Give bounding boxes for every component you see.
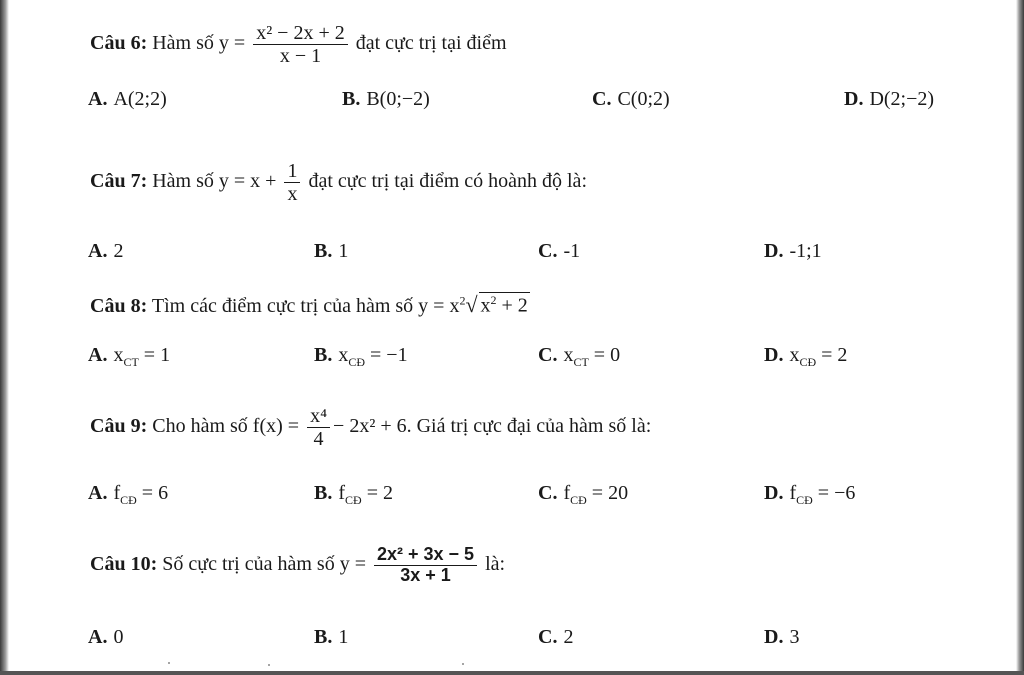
option-a[interactable] [88, 88, 167, 111]
question-7 [90, 160, 1024, 205]
option-d[interactable] [764, 240, 822, 263]
sqrt-exponent: 2 [490, 293, 497, 308]
question-text-after: là: [485, 552, 506, 575]
option-value: 1 [338, 240, 349, 262]
photo-frame-left [0, 0, 9, 675]
question-10 [90, 545, 1024, 586]
option-b[interactable] [314, 344, 408, 370]
sqrt-icon: √ [465, 292, 478, 317]
fraction-numerator: x² − 2x + 2 [253, 22, 348, 45]
option-label: A. [88, 626, 108, 648]
option-b[interactable] [314, 482, 393, 508]
question-label: Câu 9: [90, 415, 148, 438]
formula-lhs: f(x) = [252, 415, 300, 438]
option-value: 1 [338, 626, 349, 648]
option-label: A. [88, 88, 108, 110]
question-9 [90, 405, 1024, 450]
option-label: B. [314, 482, 333, 504]
sqrt-body [479, 292, 530, 318]
formula-tail: − 2x² + 6. [333, 415, 412, 438]
question-text: Tìm các điểm cực trị của hàm số [151, 295, 414, 317]
fraction [284, 160, 300, 205]
question-label: Câu 8: [90, 295, 148, 317]
option-rhs: = 1 [143, 344, 171, 366]
option-a[interactable] [88, 482, 168, 508]
option-var: f [789, 482, 797, 504]
fraction-numerator: 1 [284, 160, 300, 183]
option-sub: CĐ [796, 493, 813, 507]
option-label: B. [314, 344, 333, 366]
option-a[interactable] [88, 626, 123, 649]
option-rhs: = −6 [817, 482, 856, 504]
formula-lhs: y = [339, 552, 366, 575]
option-value: 2 [113, 240, 124, 262]
option-b[interactable] [342, 88, 430, 111]
option-label: D. [764, 482, 784, 504]
option-label: C. [592, 88, 612, 110]
question-text-after: đạt cực trị tại điểm [355, 32, 507, 55]
option-label: D. [764, 240, 784, 262]
photo-frame-bottom [0, 671, 1024, 675]
option-var: f [338, 482, 346, 504]
option-a[interactable] [88, 240, 123, 263]
question-text: Cho hàm số [152, 415, 248, 438]
option-rhs: = 6 [141, 482, 169, 504]
option-value: A(2;2) [113, 88, 167, 110]
option-c[interactable] [538, 240, 580, 263]
option-a[interactable] [88, 344, 170, 370]
option-c[interactable] [538, 482, 628, 508]
option-label: D. [764, 344, 784, 366]
formula-lhs: y = x + [218, 170, 277, 193]
formula-lhs: y = x [418, 295, 460, 317]
formula-lhs: y = [218, 32, 246, 55]
option-label: A. [88, 482, 108, 504]
option-label: C. [538, 240, 558, 262]
question-text: Hàm số [152, 32, 214, 55]
option-sub: CT [123, 355, 139, 369]
option-d[interactable] [764, 482, 855, 508]
option-rhs: = 0 [593, 344, 621, 366]
option-label: C. [538, 344, 558, 366]
question-text-after: Giá trị cực đại của hàm số là: [416, 415, 652, 438]
question-label: Câu 6: [90, 32, 148, 55]
option-d[interactable] [764, 344, 847, 370]
option-value: D(2;−2) [869, 88, 935, 110]
option-label: B. [314, 626, 333, 648]
option-var: x [563, 344, 574, 366]
option-rhs: = 2 [821, 344, 848, 366]
option-label: B. [314, 240, 333, 262]
option-d[interactable] [844, 88, 934, 111]
question-8 [90, 292, 1024, 318]
exponent: 2 [459, 293, 466, 308]
speck [268, 664, 270, 666]
formula [418, 292, 530, 317]
question-text: Hàm số [152, 170, 214, 193]
option-rhs: = −1 [370, 344, 408, 366]
option-label: B. [342, 88, 361, 110]
question-label: Câu 10: [90, 552, 158, 575]
option-b[interactable] [314, 626, 348, 649]
fraction [253, 22, 348, 67]
option-var: x [789, 344, 800, 366]
option-var: f [563, 482, 571, 504]
option-label: A. [88, 344, 108, 366]
option-var: f [113, 482, 121, 504]
fraction-denominator: 4 [313, 428, 324, 450]
option-value: 3 [789, 626, 800, 648]
option-value: 0 [113, 626, 124, 648]
option-var: x [113, 344, 124, 366]
option-rhs: = 20 [591, 482, 629, 504]
fraction-denominator: 3x + 1 [400, 564, 451, 585]
option-sub: CĐ [120, 493, 137, 507]
option-sub: CĐ [570, 493, 587, 507]
option-label: C. [538, 482, 558, 504]
option-c[interactable] [538, 626, 573, 649]
fraction-numerator: x⁴ [307, 405, 330, 428]
fraction-numerator: 2x² + 3x − 5 [374, 545, 477, 566]
option-label: D. [764, 626, 784, 648]
option-sub: CĐ [348, 355, 366, 369]
option-value: -1 [563, 240, 581, 262]
fraction [307, 405, 330, 450]
speck [462, 663, 464, 665]
fraction [374, 545, 477, 586]
question-text-after: đạt cực trị tại điểm có hoành độ là: [308, 170, 587, 193]
option-sub: CĐ [799, 355, 817, 369]
question-6 [90, 22, 1024, 67]
option-sub: CT [573, 355, 589, 369]
option-value: 2 [563, 626, 574, 648]
option-value: C(0;2) [617, 88, 670, 110]
option-rhs: = 2 [366, 482, 393, 504]
question-label: Câu 7: [90, 170, 148, 193]
option-c[interactable] [592, 88, 670, 111]
option-sub: CĐ [345, 493, 362, 507]
fraction-denominator: x [287, 183, 298, 205]
sqrt-tail: + 2 [496, 295, 528, 317]
option-b[interactable] [314, 240, 348, 263]
fraction-denominator: x − 1 [279, 45, 322, 67]
option-value: B(0;−2) [366, 88, 430, 110]
option-var: x [338, 344, 349, 366]
option-d[interactable] [764, 626, 799, 649]
sqrt-var: x [480, 295, 491, 317]
question-text: Số cực trị của hàm số [162, 552, 335, 575]
option-label: C. [538, 626, 558, 648]
option-label: A. [88, 240, 108, 262]
option-label: D. [844, 88, 864, 110]
option-value: -1;1 [789, 240, 822, 262]
speck [168, 662, 170, 664]
option-c[interactable] [538, 344, 620, 370]
